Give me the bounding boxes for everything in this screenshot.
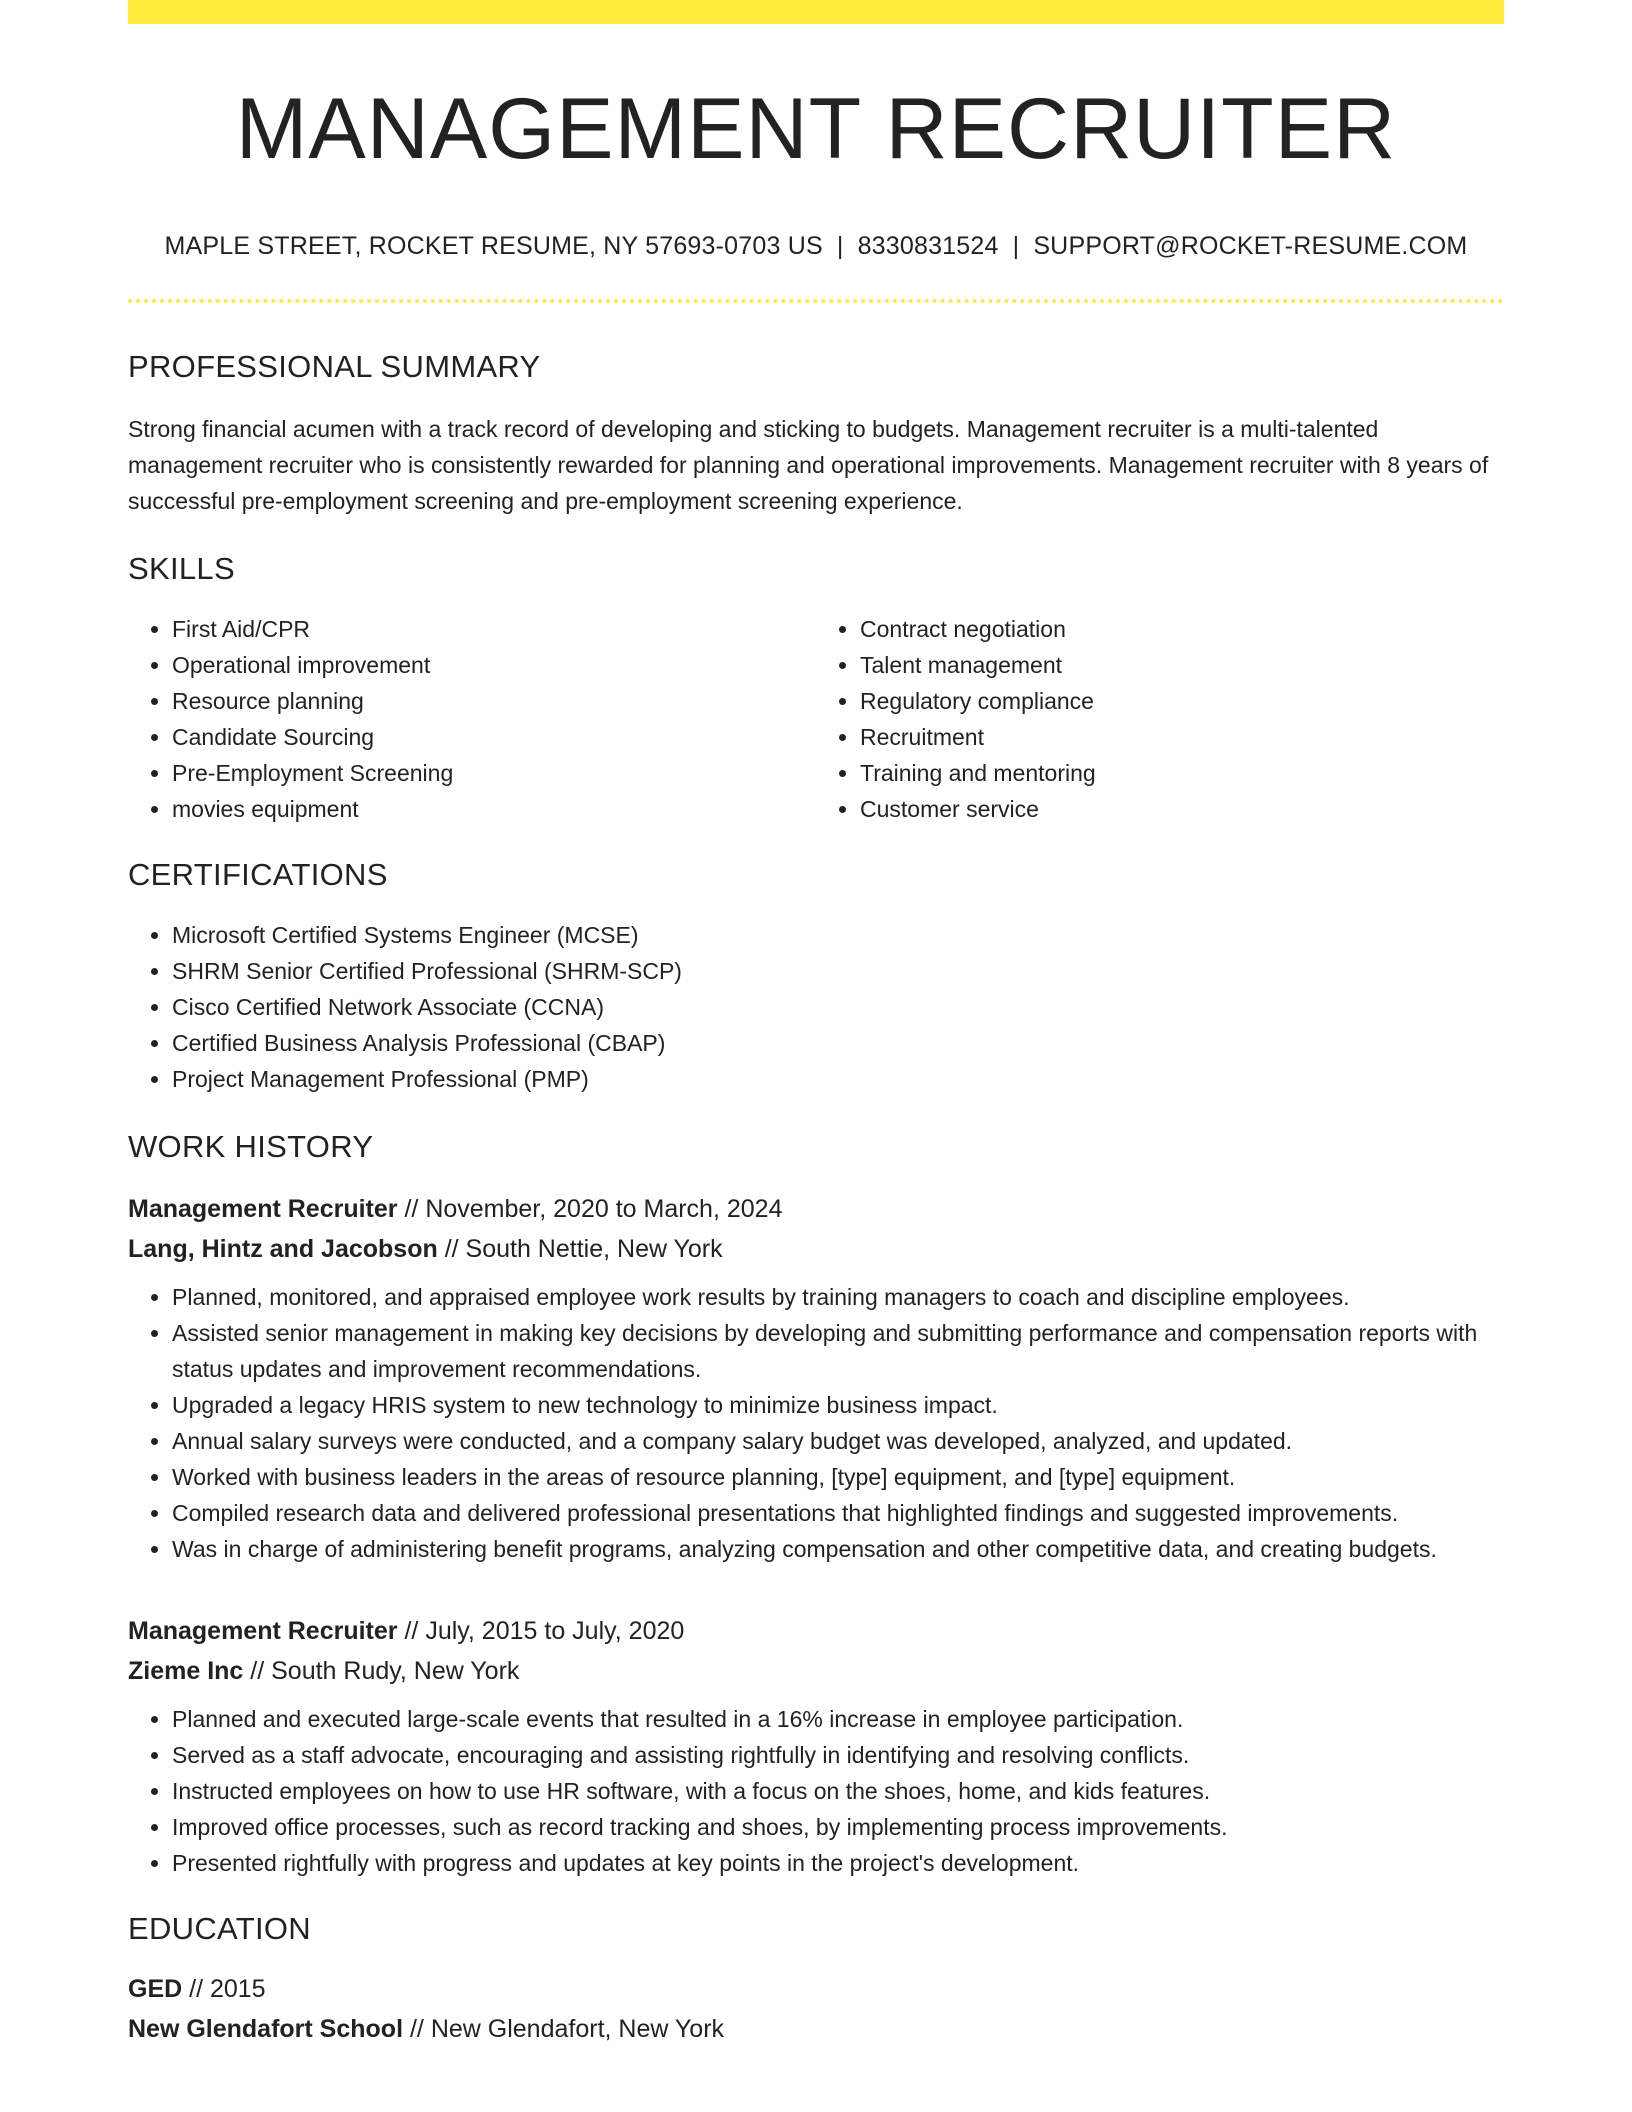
education-entry (128, 1969, 1504, 2049)
job-bullet: • Planned and executed large-scale events that resulted in a 16% increase in employee participation. (172, 1701, 1504, 1737)
skills-heading: SKILLS (128, 550, 235, 586)
certification-item: • Cisco Certified Network Associate (CCNA) (172, 989, 1504, 1025)
job-company: Lang, Hintz and Jacobson (128, 1234, 438, 1263)
job-bullet: • Improved office processes, such as record tracking and shoes, by implementing process improvements. (172, 1809, 1504, 1845)
job-entry (128, 1189, 1504, 1567)
certification-item: • Project Management Professional (PMP) (172, 1061, 1504, 1097)
job-role-line (128, 1611, 1504, 1651)
job-company: Zieme Inc (128, 1656, 244, 1685)
education-degree: GED (128, 1974, 183, 2003)
contact-separator: | (836, 231, 844, 260)
job-company-line (128, 1651, 1504, 1691)
dotted-divider (128, 299, 1504, 303)
skills-list-left (128, 611, 816, 827)
skill-item: • Customer service (860, 791, 1504, 827)
job-bullets (128, 1701, 1504, 1881)
education-location: // New Glendafort, New York (403, 2014, 725, 2043)
contact-email: SUPPORT@ROCKET-RESUME.COM (1033, 231, 1468, 260)
job-role: Management Recruiter (128, 1616, 398, 1645)
job-bullet: • Planned, monitored, and appraised employee work results by training managers to coach and discipline employees. (172, 1279, 1504, 1315)
job-bullet: • Instructed employees on how to use HR software, with a focus on the shoes, home, and kids features. (172, 1773, 1504, 1809)
education-school: New Glendafort School (128, 2014, 404, 2043)
skill-item: • movies equipment (172, 791, 816, 827)
work-history-heading: WORK HISTORY (128, 1128, 374, 1164)
skill-item: • Training and mentoring (860, 755, 1504, 791)
skill-item: • First Aid/CPR (172, 611, 816, 647)
skill-item: • Talent management (860, 647, 1504, 683)
skills-grid (128, 611, 1504, 827)
summary-heading: PROFESSIONAL SUMMARY (128, 348, 541, 384)
contact-separator: | (1012, 231, 1020, 260)
contact-phone: 8330831524 (857, 231, 999, 260)
job-bullet: • Annual salary surveys were conducted, and a company salary budget was developed, analyzed, and updated. (172, 1423, 1504, 1459)
certification-item: • Certified Business Analysis Professional (CBAP) (172, 1025, 1504, 1061)
skills-list-right (816, 611, 1504, 827)
education-heading: EDUCATION (128, 1910, 311, 1946)
job-bullet: • Upgraded a legacy HRIS system to new technology to minimize business impact. (172, 1387, 1504, 1423)
job-bullet: • Was in charge of administering benefit programs, analyzing compensation and other competitive data, and creating budgets. (172, 1531, 1504, 1567)
education-school-line (128, 2009, 1504, 2049)
skill-item: • Resource planning (172, 683, 816, 719)
job-bullet: • Compiled research data and delivered professional presentations that highlighted findings and suggested improvements. (172, 1495, 1504, 1531)
contact-line (128, 232, 1504, 261)
job-role: Management Recruiter (128, 1194, 398, 1223)
summary-text: Strong financial acumen with a track record of developing and sticking to budgets. Management recruiter is a multi-talented management recruiter who is consistently rewarded for planning and operational improvements. Management recruiter with 8 years of successful pre-employment screening and pre-employment screening experience. (128, 415, 1489, 514)
resume-page (128, 0, 1504, 2049)
job-location: // South Nettie, New York (437, 1234, 723, 1263)
contact-address: MAPLE STREET, ROCKET RESUME, NY 57693-0703 US (164, 231, 823, 260)
resume-name: MANAGEMENT RECRUITER (235, 81, 1397, 177)
job-bullet: • Worked with business leaders in the areas of resource planning, [type] equipment, and [type] equipment. (172, 1459, 1504, 1495)
job-company-line (128, 1229, 1504, 1269)
accent-bar (128, 0, 1504, 24)
skill-item: • Recruitment (860, 719, 1504, 755)
education-degree-line (128, 1969, 1504, 2009)
certification-item: • Microsoft Certified Systems Engineer (MCSE) (172, 917, 1504, 953)
skill-item: • Contract negotiation (860, 611, 1504, 647)
skill-item: • Regulatory compliance (860, 683, 1504, 719)
certifications-list (128, 917, 1504, 1097)
job-dates: // November, 2020 to March, 2024 (397, 1194, 783, 1223)
job-role-line (128, 1189, 1504, 1229)
job-location: // South Rudy, New York (243, 1656, 520, 1685)
job-bullets (128, 1279, 1504, 1567)
certifications-heading: CERTIFICATIONS (128, 856, 388, 892)
job-entry (128, 1611, 1504, 1881)
job-bullet: • Served as a staff advocate, encouraging and assisting rightfully in identifying and resolving conflicts. (172, 1737, 1504, 1773)
job-dates: // July, 2015 to July, 2020 (397, 1616, 685, 1645)
job-bullet: • Presented rightfully with progress and updates at key points in the project's development. (172, 1845, 1504, 1881)
job-bullet: • Assisted senior management in making key decisions by developing and submitting performance and compensation reports with status updates and improvement recommendations. (172, 1315, 1504, 1387)
skill-item: • Operational improvement (172, 647, 816, 683)
certification-item: • SHRM Senior Certified Professional (SHRM-SCP) (172, 953, 1504, 989)
education-year: // 2015 (182, 1974, 266, 2003)
skill-item: • Pre-Employment Screening (172, 755, 816, 791)
skill-item: • Candidate Sourcing (172, 719, 816, 755)
